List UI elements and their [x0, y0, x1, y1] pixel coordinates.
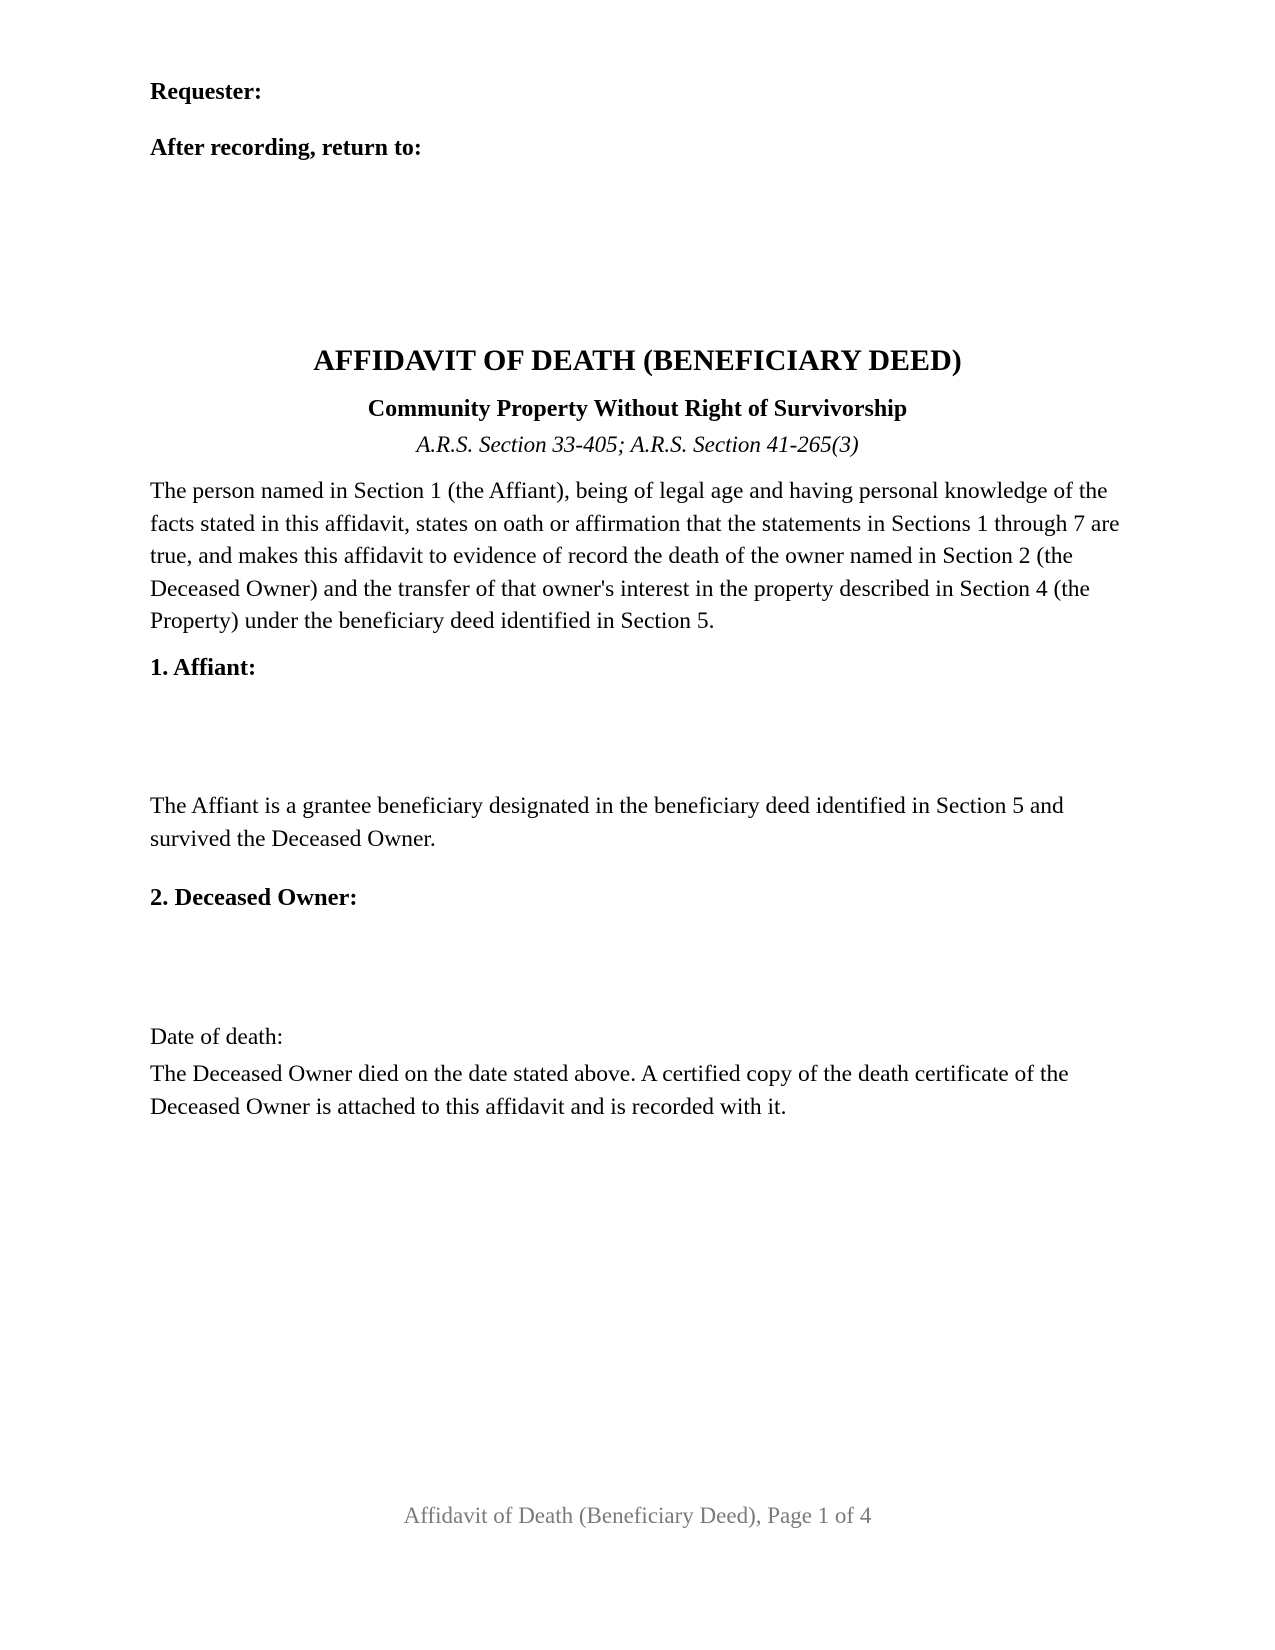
section-1-text: The Affiant is a grantee beneficiary designated in the beneficiary deed identified in Section 5 and survived the Deceased Owner. — [150, 793, 1064, 852]
requester-label: Requester: — [150, 79, 262, 105]
section-2-heading: 2. Deceased Owner: — [150, 884, 358, 911]
date-of-death-label: Date of death: — [150, 1024, 284, 1050]
document-subtitle: Community Property Without Right of Survivorship — [367, 396, 908, 422]
intro-paragraph: The person named in Section 1 (the Affiant), being of legal age and having personal knowledge of the facts stated in this affidavit, states on oath or affirmation that the statements in Sections 1 through 7 are true, and makes this affidavit to evidence of record the death of the owner named in Section 2 (the Deceased Owner) and the transfer of that owner's interest in the property described in Section 4 (the Property) under the beneficiary deed identified in Section 5. — [150, 478, 1120, 634]
page-footer: Affidavit of Death (Beneficiary Deed), Page 1 of 4 — [403, 1503, 872, 1528]
statute-citation: A.R.S. Section 33-405; A.R.S. Section 41-265(3) — [416, 432, 859, 457]
document-title: AFFIDAVIT OF DEATH (BENEFICIARY DEED) — [313, 344, 962, 377]
section-1-heading: 1. Affiant: — [150, 654, 257, 681]
section-2-text: The Deceased Owner died on the date stated above. A certified copy of the death certificate of the Deceased Owner is attached to this affidavit and is recorded with it. — [150, 1061, 1069, 1120]
return-to-label: After recording, return to: — [150, 135, 422, 161]
